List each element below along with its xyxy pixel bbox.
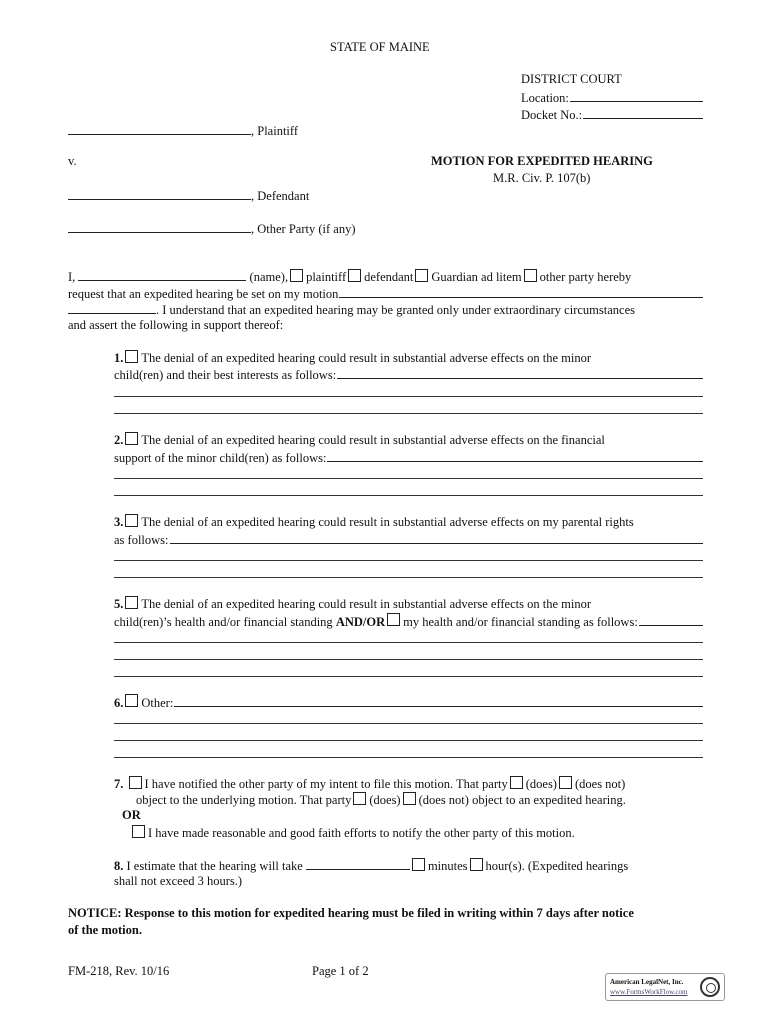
item-2-number: 2.: [114, 433, 124, 447]
item-5-andor: AND/OR: [335, 615, 386, 629]
item-7-line-c: [130, 825, 575, 841]
item-7-or: OR: [122, 808, 141, 822]
item-5-answer-2[interactable]: [114, 642, 703, 643]
item-8-text: I estimate that the hearing will take: [126, 859, 303, 873]
name-label: (name),: [249, 270, 289, 284]
plaintiff-checkbox[interactable]: [290, 269, 303, 282]
page-number: Page 1 of 2: [312, 964, 369, 978]
item-7-doesnot-2-label: (does not) object to an expedited hearing.: [418, 793, 626, 807]
item-6-answer-1[interactable]: [174, 694, 703, 707]
other-party-row: [68, 220, 355, 237]
item-7-number: 7.: [114, 777, 124, 791]
item-5-text: The denial of an expedited hearing could result in substantial adverse effects on the minor: [141, 597, 591, 611]
item-6-answer-2[interactable]: [114, 723, 703, 724]
location-label: Location:: [521, 91, 569, 105]
item-5-text-b2: my health and/or financial standing as follows:: [403, 615, 638, 629]
intro-line-3: [68, 301, 635, 318]
item-2-answer-1[interactable]: [327, 449, 703, 462]
item-2-line-b: [114, 449, 703, 466]
item-7-does-label: (does): [525, 777, 557, 791]
logo-line-2[interactable]: www.FormsWorkFlow.com: [610, 988, 688, 996]
defendant-field[interactable]: [68, 187, 251, 200]
item-1-text: The denial of an expedited hearing could result in substantial adverse effects on the minor: [141, 351, 591, 365]
intro-line-1: [68, 268, 631, 285]
minutes-label: minutes: [427, 859, 468, 873]
item-3-line-a: [114, 514, 634, 530]
item-1-answer-2[interactable]: [114, 396, 703, 397]
location-field[interactable]: [570, 89, 703, 102]
item-7-does-checkbox[interactable]: [510, 776, 523, 789]
gal-checkbox[interactable]: [415, 269, 428, 282]
item-8-number: 8.: [114, 859, 124, 873]
intro-line-2: [68, 285, 703, 302]
seal-icon: [700, 977, 720, 997]
item-5-checkbox[interactable]: [125, 596, 138, 609]
item-7-does-2-checkbox[interactable]: [353, 792, 366, 805]
item-6-label: Other:: [141, 696, 174, 710]
item-1-answer-1[interactable]: [337, 366, 703, 379]
item-3-answer-1[interactable]: [170, 531, 703, 544]
notice-line-2: of the motion.: [68, 923, 142, 937]
item-3-answer-3[interactable]: [114, 577, 703, 578]
item-7-line-b: [136, 792, 626, 808]
item-6-checkbox[interactable]: [125, 694, 138, 707]
docket-label: Docket No.:: [521, 108, 583, 122]
item-5-text-b: child(ren)’s health and/or financial standing: [114, 615, 333, 629]
intro-line-3-text: . I understand that an expedited hearing may be granted only under extraordinary circumstances: [156, 303, 635, 317]
item-5-number: 5.: [114, 597, 124, 611]
hours-label: hour(s). (Expedited hearings: [485, 859, 629, 873]
motion-field-cont[interactable]: [68, 301, 156, 314]
hours-checkbox[interactable]: [470, 858, 483, 871]
document-title: MOTION FOR EXPEDITED HEARING: [431, 154, 653, 168]
item-7-text: I have notified the other party of my intent to file this motion. That party: [144, 777, 508, 791]
item-3-number: 3.: [114, 515, 124, 529]
item-3-answer-2[interactable]: [114, 560, 703, 561]
item-6-number: 6.: [114, 696, 124, 710]
item-1-number: 1.: [114, 351, 124, 365]
item-1-line-a: [114, 350, 591, 366]
item-3-checkbox[interactable]: [125, 514, 138, 527]
item-7-doesnot-2-checkbox[interactable]: [403, 792, 416, 805]
item-7-doesnot-label: (does not): [574, 777, 626, 791]
plaintiff-row: [68, 122, 298, 139]
rule-citation: M.R. Civ. P. 107(b): [493, 171, 591, 185]
form-number: FM-218, Rev. 10/16: [68, 964, 170, 978]
item-5-my-checkbox[interactable]: [387, 613, 400, 626]
item-5-line-a: [114, 596, 591, 612]
other-party-label: , Other Party (if any): [251, 222, 356, 236]
item-2-answer-2[interactable]: [114, 478, 703, 479]
intro-i: I,: [68, 270, 76, 284]
item-2-checkbox[interactable]: [125, 432, 138, 445]
item-8-line-b: shall not exceed 3 hours.): [114, 874, 243, 888]
item-7-line-a: [114, 776, 625, 792]
item-1-checkbox[interactable]: [125, 350, 138, 363]
item-1-answer-3[interactable]: [114, 413, 703, 414]
item-6-answer-4[interactable]: [114, 757, 703, 758]
location-row: [521, 89, 703, 106]
court-heading: DISTRICT COURT: [521, 72, 622, 86]
state-heading: STATE OF MAINE: [330, 40, 430, 54]
publisher-logo: [605, 973, 725, 1001]
plaintiff-label: , Plaintiff: [251, 124, 298, 138]
item-1-text-b: child(ren) and their best interests as follows:: [114, 368, 337, 382]
item-5-answer-3[interactable]: [114, 659, 703, 660]
item-8-line-a: [114, 857, 628, 874]
item-7-doesnot-checkbox[interactable]: [559, 776, 572, 789]
item-6-line: [114, 694, 703, 711]
hearing-duration-field[interactable]: [306, 857, 410, 870]
other-party-field[interactable]: [68, 220, 251, 233]
intro-line-4: and assert the following in support thereof:: [68, 318, 284, 332]
item-7-efforts-checkbox[interactable]: [132, 825, 145, 838]
item-3-text-b: as follows:: [114, 533, 169, 547]
versus-label: v.: [68, 154, 77, 168]
item-3-line-b: [114, 531, 703, 548]
item-2-text-b: support of the minor child(ren) as follows:: [114, 451, 327, 465]
defendant-checkbox[interactable]: [348, 269, 361, 282]
docket-field[interactable]: [583, 106, 703, 119]
item-2-text: The denial of an expedited hearing could result in substantial adverse effects on the financial: [141, 433, 605, 447]
other-party-checkbox[interactable]: [524, 269, 537, 282]
intro-line-2-text: request that an expedited hearing be set on my motion: [68, 287, 339, 301]
item-7-text-b: object to the underlying motion. That party: [136, 793, 352, 807]
item-5-answer-1[interactable]: [639, 613, 703, 626]
plaintiff-field[interactable]: [68, 122, 251, 135]
item-5-line-b: [114, 613, 703, 630]
motion-field[interactable]: [339, 285, 703, 298]
defendant-option-label: defendant: [364, 270, 414, 284]
notice-line-1: NOTICE: Response to this motion for expedited hearing must be filed in writing within 7 days after notice: [68, 906, 634, 920]
item-2-line-a: [114, 432, 605, 448]
defendant-label: , Defendant: [251, 189, 310, 203]
movant-name-field[interactable]: [78, 268, 246, 281]
defendant-row: [68, 187, 309, 204]
plaintiff-option-label: plaintiff: [306, 270, 347, 284]
logo-line-1: American LegalNet, Inc.: [610, 978, 684, 986]
item-7-does-2-label: (does): [369, 793, 401, 807]
docket-row: [521, 106, 703, 123]
other-option-label: other party hereby: [539, 270, 632, 284]
minutes-checkbox[interactable]: [412, 858, 425, 871]
item-3-text: The denial of an expedited hearing could result in substantial adverse effects on my parental rights: [141, 515, 634, 529]
gal-option-label: Guardian ad litem: [431, 270, 522, 284]
item-2-answer-3[interactable]: [114, 495, 703, 496]
item-1-line-b: [114, 366, 703, 383]
item-5-answer-4[interactable]: [114, 676, 703, 677]
item-7-text-c: I have made reasonable and good faith efforts to notify the other party of this motion.: [148, 826, 575, 840]
item-7-notified-checkbox[interactable]: [129, 776, 142, 789]
item-6-answer-3[interactable]: [114, 740, 703, 741]
